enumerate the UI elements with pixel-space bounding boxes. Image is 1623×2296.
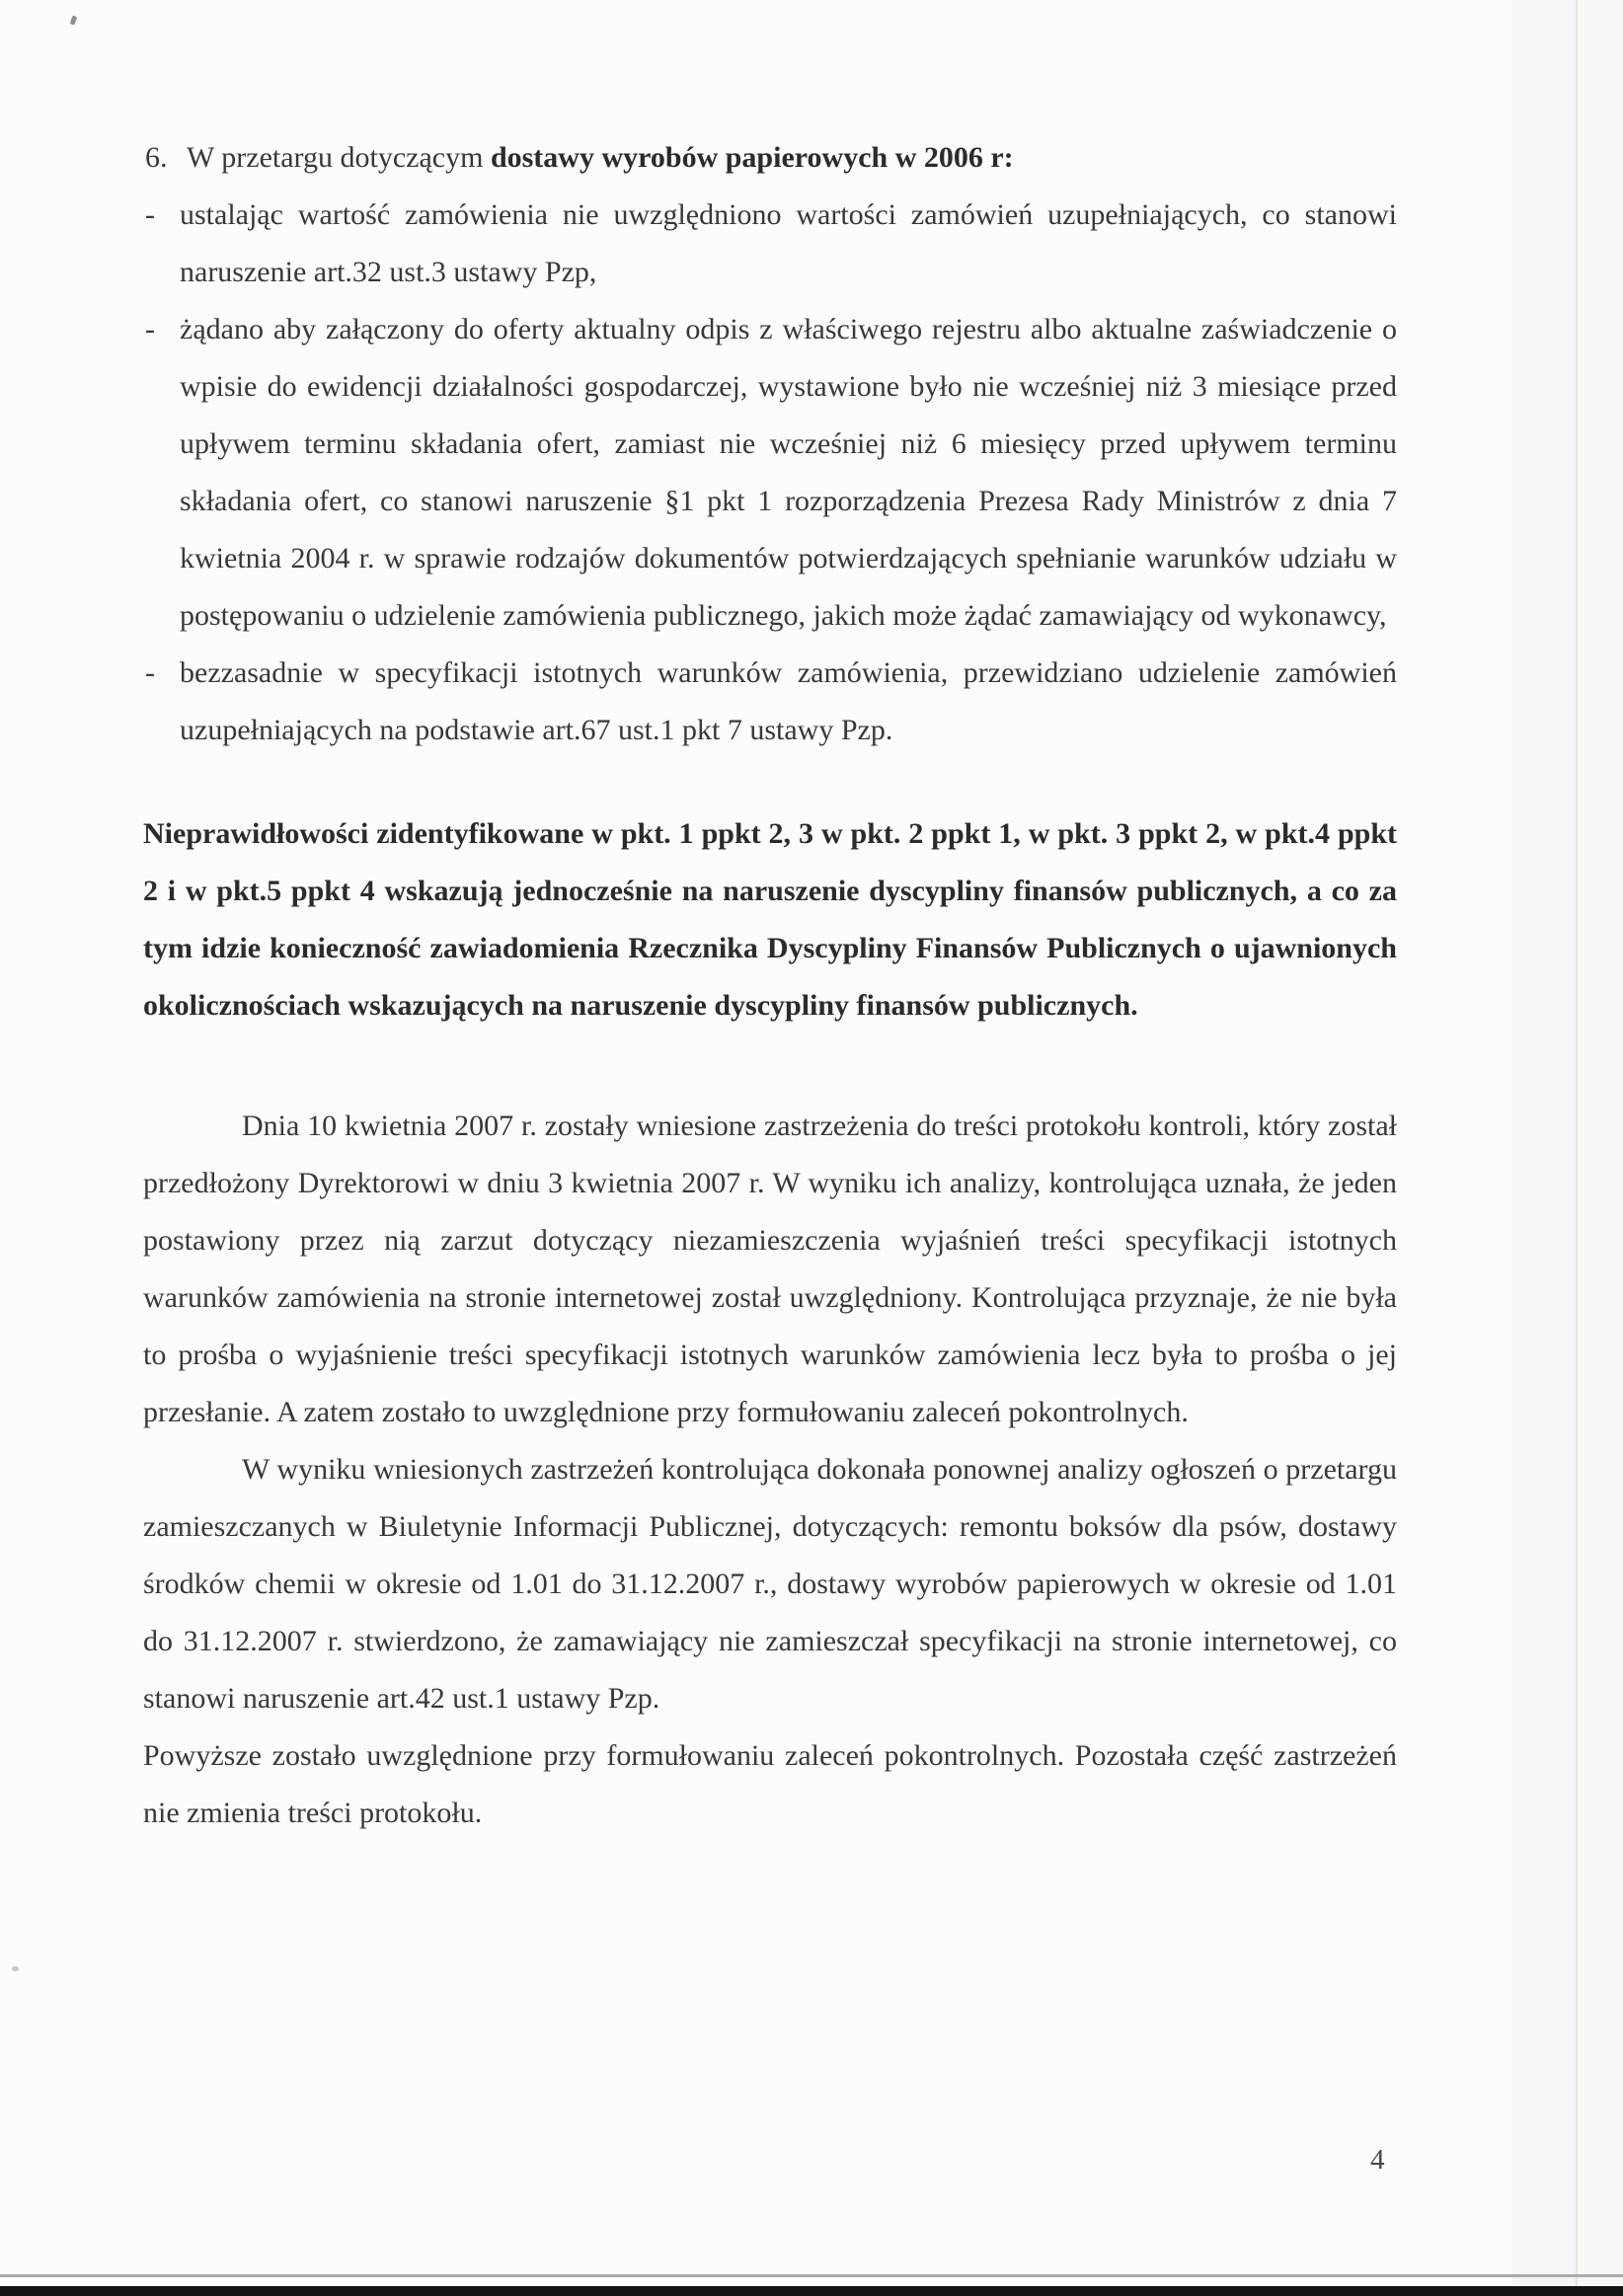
scan-speck [70, 15, 78, 25]
scan-edge-outer [1578, 0, 1623, 2296]
page-number: 4 [1370, 2144, 1385, 2176]
list-item [143, 187, 1397, 301]
irregularities-bold-paragraph: Nieprawidłowości zidentyfikowane w pkt. 1 ppkt 2, 3 w pkt. 2 ppkt 1, w pkt. 3 ppkt 2, w pkt.4 ppkt 2 i w pkt.5 ppkt 4 wskazują jednocześnie na naruszenie dyscypliny finansów publicznych, a co za tym idzie konieczność zawiadomienia Rzecznika Dyscypliny Finansów Publicznych o ujawnionych okolicznościach wskazujących na naruszenie dyscypliny finansów publicznych. [143, 817, 1397, 1022]
bullet-dash: - [145, 313, 155, 345]
numbered-item-6 [143, 129, 1397, 187]
reanalysis-paragraph: W wyniku wniesionych zastrzeżeń kontrolująca dokonała ponownej analizy ogłoszeń o przetargu zamieszczanych w Biuletynie Informacji Publicznej, dotyczących: remontu boksów dla psów, dostawy środków chemii w okresie od 1.01 do 31.12.2007 r., dostawy wyrobów papierowych w okresie od 1.01 do 31.12.2007 r. stwierdzono, że zamawiający nie zamieszczał specyfikacji na stronie internetowej, co stanowi naruszenie art.42 ust.1 ustawy Pzp. [143, 1453, 1397, 1715]
objections-paragraph: Dnia 10 kwietnia 2007 r. zostały wniesione zastrzeżenia do treści protokołu kontroli, który został przedłożony Dyrektorowi w dniu 3 kwietnia 2007 r. W wyniku ich analizy, kontrolująca uznała, że jeden postawiony przez nią zarzut dotyczący niezamieszczenia wyjaśnień treści specyfikacji istotnych warunków zamówienia na stronie internetowej został uwzględniony. Kontrolująca przyznaje, że nie była to prośba o wyjaśnienie treści specyfikacji istotnych warunków zamówienia lecz była to prośba o jej przesłanie. A zatem zostało to uwzględnione przy formułowaniu zaleceń pokontrolnych. [143, 1110, 1397, 1428]
list-item [143, 301, 1397, 645]
scan-bottom-bar [0, 2286, 1623, 2296]
item-number: 6. [145, 141, 168, 174]
bullet-dash: - [145, 198, 155, 231]
closing-paragraph: Powyższe zostało uwzględnione przy formułowaniu zaleceń pokontrolnych. Pozostała część zastrzeżeń nie zmienia treści protokołu. [143, 1739, 1397, 1829]
scan-bottom-line [0, 2274, 1623, 2277]
bullet-text: ustalając wartość zamówienia nie uwzględniono wartości zamówień uzupełniających, co stanowi naruszenie art.32 ust.3 ustawy Pzp, [180, 198, 1397, 288]
scan-speck [12, 1966, 19, 1971]
bullet-dash: - [145, 656, 155, 689]
bullet-text: bezzasadnie w specyfikacji istotnych warunków zamówienia, przewidziano udzielenie zamówień uzupełniających na podstawie art.67 ust.1 pkt 7 ustawy Pzp. [180, 656, 1397, 746]
document-body [143, 129, 1397, 1842]
item-text: W przetargu dotyczącym [187, 141, 491, 174]
scan-edge-band [1512, 0, 1576, 2296]
item-text-bold: dostawy wyrobów papierowych w 2006 r: [490, 141, 1014, 174]
list-item [143, 645, 1397, 759]
bullet-text: żądano aby załączony do oferty aktualny odpis z właściwego rejestru albo aktualne zaświadczenie o wpisie do ewidencji działalności gospodarczej, wystawione było nie wcześniej niż 3 miesiące przed upływem terminu składania ofert, zamiast nie wcześniej niż 6 miesięcy przed upływem terminu składania ofert, co stanowi naruszenie §1 pkt 1 rozporządzenia Prezesa Rady Ministrów z dnia 7 kwietnia 2004 r. w sprawie rodzajów dokumentów potwierdzających spełnianie warunków udziału w postępowaniu o udzielenie zamówienia publicznego, jakich może żądać zamawiający od wykonawcy, [180, 313, 1397, 632]
